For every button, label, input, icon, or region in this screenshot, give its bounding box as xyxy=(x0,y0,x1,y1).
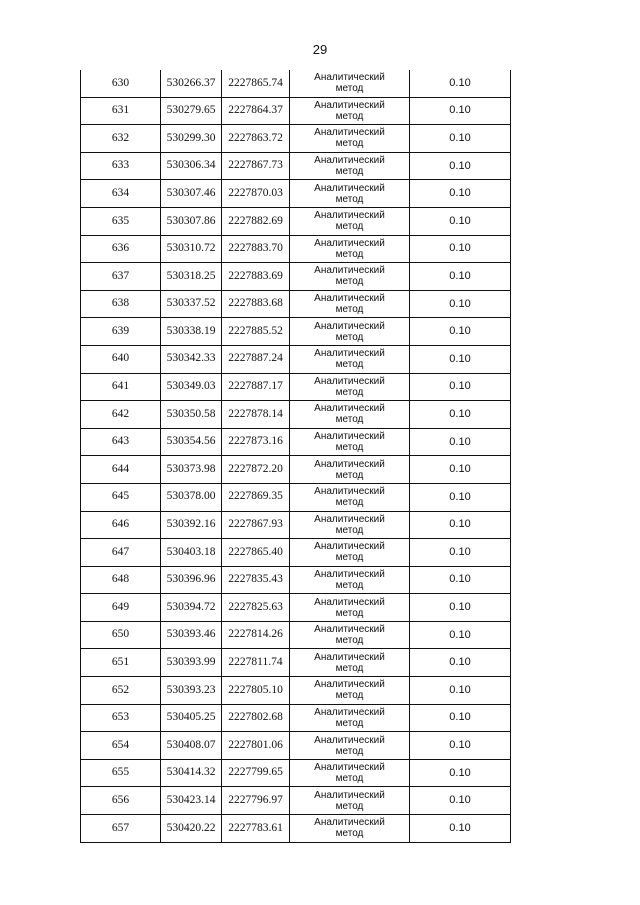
accuracy-cell: 0.10 xyxy=(410,290,511,318)
table-row xyxy=(81,539,511,567)
method-cell xyxy=(290,263,410,291)
x-coordinate-cell: 530423.14 xyxy=(161,787,222,815)
x-coordinate-cell: 530310.72 xyxy=(161,235,222,263)
y-coordinate-cell: 2227864.37 xyxy=(222,97,290,125)
method-line-2: метод xyxy=(335,828,364,840)
x-coordinate-cell: 530392.16 xyxy=(161,511,222,539)
method-cell xyxy=(290,125,410,153)
y-coordinate-cell: 2227885.52 xyxy=(222,318,290,346)
y-coordinate-cell: 2227783.61 xyxy=(222,815,290,843)
x-coordinate-cell: 530414.32 xyxy=(161,759,222,787)
y-coordinate-cell: 2227799.65 xyxy=(222,759,290,787)
accuracy-cell: 0.10 xyxy=(410,815,511,843)
x-coordinate-cell: 530393.46 xyxy=(161,621,222,649)
method-line-2: метод xyxy=(335,662,364,674)
y-coordinate-cell: 2227882.69 xyxy=(222,207,290,235)
method-line-1: Аналитический xyxy=(314,155,385,167)
point-number-cell: 656 xyxy=(81,787,161,815)
y-coordinate-cell: 2227863.72 xyxy=(222,125,290,153)
coordinates-table xyxy=(80,70,511,843)
method-line-1: Аналитический xyxy=(314,734,385,746)
y-coordinate-cell: 2227814.26 xyxy=(222,621,290,649)
method-line-2: метод xyxy=(335,717,364,729)
point-number-cell: 649 xyxy=(81,594,161,622)
point-number-cell: 632 xyxy=(81,125,161,153)
accuracy-cell: 0.10 xyxy=(410,125,511,153)
method-line-2: метод xyxy=(335,248,364,260)
table-row xyxy=(81,97,511,125)
accuracy-cell: 0.10 xyxy=(410,621,511,649)
table-row xyxy=(81,704,511,732)
point-number-cell: 640 xyxy=(81,345,161,373)
method-cell xyxy=(290,70,410,97)
table-row xyxy=(81,511,511,539)
method-line-1: Аналитический xyxy=(314,127,385,139)
point-number-cell: 657 xyxy=(81,815,161,843)
table-row xyxy=(81,428,511,456)
accuracy-cell: 0.10 xyxy=(410,318,511,346)
method-cell xyxy=(290,235,410,263)
method-line-2: метод xyxy=(335,331,364,343)
accuracy-cell: 0.10 xyxy=(410,97,511,125)
point-number-cell: 631 xyxy=(81,97,161,125)
method-line-1: Аналитический xyxy=(314,624,385,636)
point-number-cell: 647 xyxy=(81,539,161,567)
accuracy-cell: 0.10 xyxy=(410,401,511,429)
method-line-2: метод xyxy=(335,690,364,702)
y-coordinate-cell: 2227801.06 xyxy=(222,732,290,760)
accuracy-cell: 0.10 xyxy=(410,594,511,622)
table-row xyxy=(81,235,511,263)
accuracy-cell: 0.10 xyxy=(410,428,511,456)
point-number-cell: 641 xyxy=(81,373,161,401)
method-line-2: метод xyxy=(335,166,364,178)
x-coordinate-cell: 530349.03 xyxy=(161,373,222,401)
method-line-1: Аналитический xyxy=(314,293,385,305)
x-coordinate-cell: 530408.07 xyxy=(161,732,222,760)
y-coordinate-cell: 2227802.68 xyxy=(222,704,290,732)
method-cell xyxy=(290,428,410,456)
table-row xyxy=(81,70,511,97)
table-row xyxy=(81,373,511,401)
table-row xyxy=(81,483,511,511)
method-line-2: метод xyxy=(335,304,364,316)
method-cell xyxy=(290,290,410,318)
point-number-cell: 633 xyxy=(81,152,161,180)
table-row xyxy=(81,649,511,677)
accuracy-cell: 0.10 xyxy=(410,539,511,567)
x-coordinate-cell: 530342.33 xyxy=(161,345,222,373)
table-row xyxy=(81,787,511,815)
table-row xyxy=(81,566,511,594)
x-coordinate-cell: 530299.30 xyxy=(161,125,222,153)
accuracy-cell: 0.10 xyxy=(410,677,511,705)
x-coordinate-cell: 530266.37 xyxy=(161,70,222,97)
method-line-1: Аналитический xyxy=(314,320,385,332)
y-coordinate-cell: 2227887.17 xyxy=(222,373,290,401)
method-line-1: Аналитический xyxy=(314,348,385,360)
x-coordinate-cell: 530306.34 xyxy=(161,152,222,180)
method-cell xyxy=(290,373,410,401)
method-cell xyxy=(290,704,410,732)
method-line-1: Аналитический xyxy=(314,99,385,111)
table-row xyxy=(81,318,511,346)
method-line-1: Аналитический xyxy=(314,513,385,525)
x-coordinate-cell: 530393.99 xyxy=(161,649,222,677)
y-coordinate-cell: 2227873.16 xyxy=(222,428,290,456)
method-line-2: метод xyxy=(335,110,364,122)
y-coordinate-cell: 2227811.74 xyxy=(222,649,290,677)
x-coordinate-cell: 530307.86 xyxy=(161,207,222,235)
point-number-cell: 648 xyxy=(81,566,161,594)
method-line-2: метод xyxy=(335,414,364,426)
x-coordinate-cell: 530373.98 xyxy=(161,456,222,484)
table-row xyxy=(81,621,511,649)
method-line-2: метод xyxy=(335,193,364,205)
point-number-cell: 636 xyxy=(81,235,161,263)
accuracy-cell: 0.10 xyxy=(410,511,511,539)
accuracy-cell: 0.10 xyxy=(410,704,511,732)
method-line-1: Аналитический xyxy=(314,375,385,387)
method-cell xyxy=(290,649,410,677)
method-cell xyxy=(290,594,410,622)
table-row xyxy=(81,345,511,373)
method-line-2: метод xyxy=(335,579,364,591)
accuracy-cell: 0.10 xyxy=(410,345,511,373)
method-line-2: метод xyxy=(335,745,364,757)
x-coordinate-cell: 530337.52 xyxy=(161,290,222,318)
method-line-2: метод xyxy=(335,359,364,371)
point-number-cell: 655 xyxy=(81,759,161,787)
method-cell xyxy=(290,401,410,429)
method-cell xyxy=(290,318,410,346)
y-coordinate-cell: 2227870.03 xyxy=(222,180,290,208)
table-row xyxy=(81,594,511,622)
method-line-1: Аналитический xyxy=(314,651,385,663)
method-cell xyxy=(290,483,410,511)
point-number-cell: 634 xyxy=(81,180,161,208)
method-line-1: Аналитический xyxy=(314,706,385,718)
x-coordinate-cell: 530279.65 xyxy=(161,97,222,125)
accuracy-cell: 0.10 xyxy=(410,70,511,97)
y-coordinate-cell: 2227883.69 xyxy=(222,263,290,291)
accuracy-cell: 0.10 xyxy=(410,456,511,484)
point-number-cell: 654 xyxy=(81,732,161,760)
method-cell xyxy=(290,456,410,484)
accuracy-cell: 0.10 xyxy=(410,566,511,594)
accuracy-cell: 0.10 xyxy=(410,180,511,208)
method-line-1: Аналитический xyxy=(314,237,385,249)
point-number-cell: 652 xyxy=(81,677,161,705)
method-cell xyxy=(290,152,410,180)
accuracy-cell: 0.10 xyxy=(410,373,511,401)
method-line-2: метод xyxy=(335,497,364,509)
point-number-cell: 639 xyxy=(81,318,161,346)
x-coordinate-cell: 530405.25 xyxy=(161,704,222,732)
table-row xyxy=(81,152,511,180)
method-cell xyxy=(290,732,410,760)
point-number-cell: 637 xyxy=(81,263,161,291)
y-coordinate-cell: 2227872.20 xyxy=(222,456,290,484)
method-line-1: Аналитический xyxy=(314,541,385,553)
method-line-1: Аналитический xyxy=(314,679,385,691)
method-line-2: метод xyxy=(335,607,364,619)
y-coordinate-cell: 2227887.24 xyxy=(222,345,290,373)
method-cell xyxy=(290,539,410,567)
accuracy-cell: 0.10 xyxy=(410,787,511,815)
table-row xyxy=(81,180,511,208)
method-cell xyxy=(290,180,410,208)
y-coordinate-cell: 2227865.40 xyxy=(222,539,290,567)
point-number-cell: 646 xyxy=(81,511,161,539)
y-coordinate-cell: 2227796.97 xyxy=(222,787,290,815)
y-coordinate-cell: 2227835.43 xyxy=(222,566,290,594)
method-cell xyxy=(290,787,410,815)
method-cell xyxy=(290,207,410,235)
accuracy-cell: 0.10 xyxy=(410,732,511,760)
point-number-cell: 638 xyxy=(81,290,161,318)
point-number-cell: 642 xyxy=(81,401,161,429)
method-line-1: Аналитический xyxy=(314,596,385,608)
accuracy-cell: 0.10 xyxy=(410,649,511,677)
table-row xyxy=(81,732,511,760)
table-row xyxy=(81,263,511,291)
accuracy-cell: 0.10 xyxy=(410,759,511,787)
x-coordinate-cell: 530396.96 xyxy=(161,566,222,594)
method-line-1: Аналитический xyxy=(314,182,385,194)
y-coordinate-cell: 2227878.14 xyxy=(222,401,290,429)
method-cell xyxy=(290,815,410,843)
page-number: 29 xyxy=(312,42,328,57)
method-line-2: метод xyxy=(335,442,364,454)
method-line-1: Аналитический xyxy=(314,458,385,470)
method-line-2: метод xyxy=(335,800,364,812)
method-line-2: метод xyxy=(335,386,364,398)
point-number-cell: 653 xyxy=(81,704,161,732)
method-line-1: Аналитический xyxy=(314,817,385,829)
y-coordinate-cell: 2227865.74 xyxy=(222,70,290,97)
method-line-2: метод xyxy=(335,221,364,233)
table-row xyxy=(81,677,511,705)
method-cell xyxy=(290,759,410,787)
method-cell xyxy=(290,677,410,705)
method-cell xyxy=(290,345,410,373)
x-coordinate-cell: 530378.00 xyxy=(161,483,222,511)
point-number-cell: 651 xyxy=(81,649,161,677)
method-line-2: метод xyxy=(335,83,364,95)
point-number-cell: 650 xyxy=(81,621,161,649)
method-line-1: Аналитический xyxy=(314,568,385,580)
x-coordinate-cell: 530307.46 xyxy=(161,180,222,208)
x-coordinate-cell: 530394.72 xyxy=(161,594,222,622)
coordinates-table-body xyxy=(81,70,511,842)
point-number-cell: 644 xyxy=(81,456,161,484)
accuracy-cell: 0.10 xyxy=(410,235,511,263)
accuracy-cell: 0.10 xyxy=(410,207,511,235)
accuracy-cell: 0.10 xyxy=(410,263,511,291)
y-coordinate-cell: 2227867.93 xyxy=(222,511,290,539)
method-cell xyxy=(290,511,410,539)
x-coordinate-cell: 530403.18 xyxy=(161,539,222,567)
x-coordinate-cell: 530350.58 xyxy=(161,401,222,429)
table-row xyxy=(81,125,511,153)
x-coordinate-cell: 530354.56 xyxy=(161,428,222,456)
y-coordinate-cell: 2227867.73 xyxy=(222,152,290,180)
y-coordinate-cell: 2227805.10 xyxy=(222,677,290,705)
y-coordinate-cell: 2227883.70 xyxy=(222,235,290,263)
method-line-1: Аналитический xyxy=(314,789,385,801)
point-number-cell: 635 xyxy=(81,207,161,235)
method-line-2: метод xyxy=(335,773,364,785)
method-line-2: метод xyxy=(335,524,364,536)
method-cell xyxy=(290,97,410,125)
method-line-2: метод xyxy=(335,469,364,481)
method-line-1: Аналитический xyxy=(314,486,385,498)
method-line-2: метод xyxy=(335,276,364,288)
method-line-1: Аналитический xyxy=(314,265,385,277)
table-row xyxy=(81,207,511,235)
method-cell xyxy=(290,566,410,594)
table-row xyxy=(81,759,511,787)
method-line-2: метод xyxy=(335,552,364,564)
point-number-cell: 630 xyxy=(81,70,161,97)
method-line-1: Аналитический xyxy=(314,403,385,415)
method-line-1: Аналитический xyxy=(314,762,385,774)
method-line-1: Аналитический xyxy=(314,72,385,84)
x-coordinate-cell: 530338.19 xyxy=(161,318,222,346)
x-coordinate-cell: 530420.22 xyxy=(161,815,222,843)
method-line-1: Аналитический xyxy=(314,210,385,222)
table-row xyxy=(81,290,511,318)
y-coordinate-cell: 2227869.35 xyxy=(222,483,290,511)
y-coordinate-cell: 2227883.68 xyxy=(222,290,290,318)
x-coordinate-cell: 530393.23 xyxy=(161,677,222,705)
accuracy-cell: 0.10 xyxy=(410,152,511,180)
x-coordinate-cell: 530318.25 xyxy=(161,263,222,291)
accuracy-cell: 0.10 xyxy=(410,483,511,511)
method-line-1: Аналитический xyxy=(314,431,385,443)
point-number-cell: 645 xyxy=(81,483,161,511)
table-row xyxy=(81,815,511,843)
y-coordinate-cell: 2227825.63 xyxy=(222,594,290,622)
table-row xyxy=(81,456,511,484)
method-cell xyxy=(290,621,410,649)
point-number-cell: 643 xyxy=(81,428,161,456)
table-row xyxy=(81,401,511,429)
method-line-2: метод xyxy=(335,635,364,647)
method-line-2: метод xyxy=(335,138,364,150)
